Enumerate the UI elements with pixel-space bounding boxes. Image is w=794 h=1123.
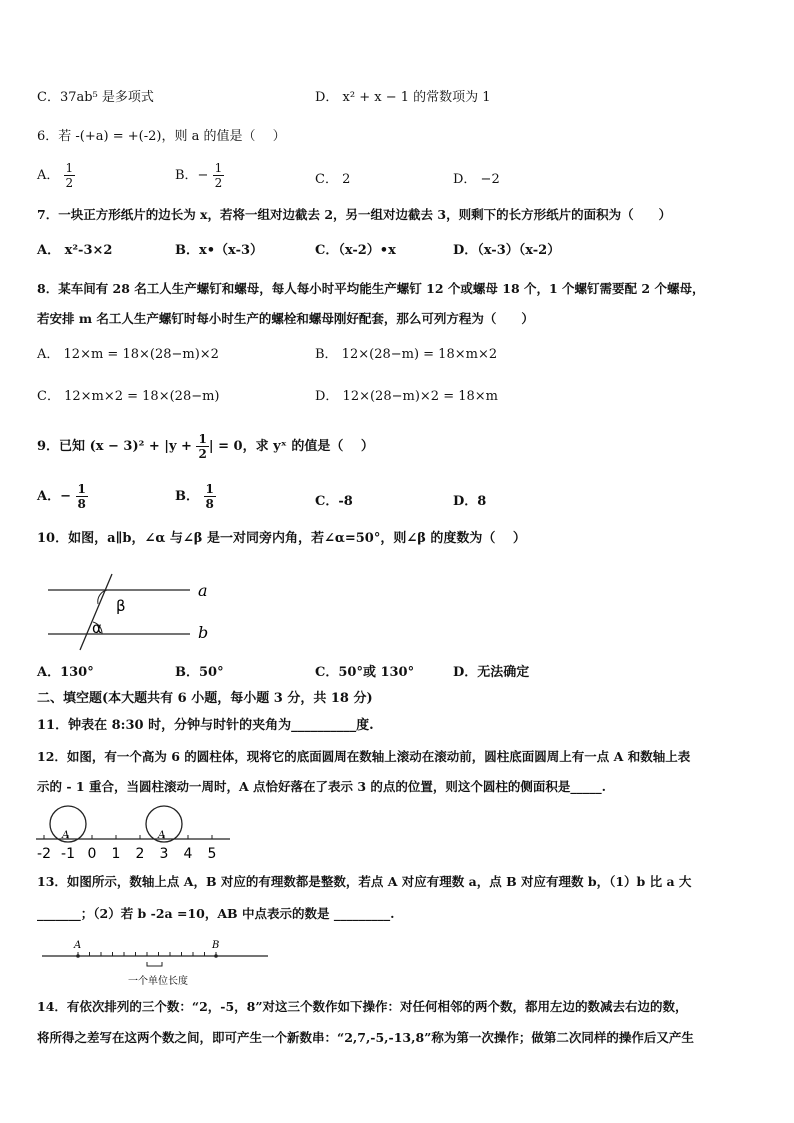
q6-option-b-prefix: B．−	[175, 168, 209, 183]
q6-option-b	[175, 161, 224, 190]
tick-label: 0	[87, 846, 97, 862]
q7-option-c: C．（x-2）•x	[315, 243, 396, 258]
unit-bracket	[147, 962, 162, 966]
q9-option-a-fraction	[76, 482, 88, 511]
q6-option-a-fraction	[64, 161, 76, 190]
q10-option-a: A．130°	[37, 665, 94, 680]
q6-option-a-prefix: A．	[37, 168, 60, 183]
q7-option-d: D．（x-3）（x-2）	[453, 243, 561, 258]
q9-stem-numerator: 1	[198, 432, 207, 446]
q6-option-b-fraction	[213, 161, 225, 190]
q5-option-c: C．37ab⁵ 是多项式	[37, 90, 154, 105]
unit-length-label: 一个单位长度	[128, 976, 188, 987]
label-point-a: A	[74, 940, 82, 951]
q12-stem-line1: 12．如图，有一个高为 6 的圆柱体，现将它的底面圆周在数轴上滚动在滚动前，圆柱底面圆周上有一点 A 和数轴上表	[37, 749, 691, 764]
q9-stem	[37, 432, 374, 461]
q10-stem: 10．如图，a∥b，∠α 与∠β 是一对同旁内角，若∠α=50°，则∠β 的度数为（ ）	[37, 531, 526, 546]
q7-option-a: A． x²-3×2	[37, 243, 113, 258]
tick-label: -2	[37, 846, 51, 862]
q10-parallel-lines-figure	[40, 572, 230, 652]
q9-option-b-prefix: B．	[175, 489, 199, 504]
q8-stem-line2: 若安排 m 名工人生产螺钉时每小时生产的螺栓和螺母刚好配套，那么可列方程为（ ）	[37, 311, 534, 326]
label-b: b	[198, 623, 209, 642]
tick-label: 5	[207, 846, 217, 862]
q13-stem-line2: _______；（2）若 b -2a =10，AB 中点表示的数是 _________.	[37, 906, 395, 921]
q9-option-a-denominator: 8	[77, 497, 86, 511]
q9-option-b	[175, 482, 216, 511]
q8-option-c: C． 12×m×2 = 18×(28−m)	[37, 389, 220, 404]
q9-option-d: D．8	[453, 494, 487, 509]
q7-option-b: B．x•（x-3）	[175, 243, 264, 258]
q9-stem-prefix: 9．已知 (x − 3)² + |y +	[37, 439, 197, 454]
q14-stem-line2: 将所得之差写在这两个数之间，即可产生一个新数串：“2,7,-5,-13,8”称为第一次操作；做第二次同样的操作后又产生	[37, 1030, 694, 1045]
q8-option-a: A． 12×m = 18×(28−m)×2	[37, 347, 219, 362]
point-a-label-after: A	[158, 830, 166, 841]
q6-option-b-denominator: 2	[214, 176, 223, 190]
q6-option-a-denominator: 2	[65, 176, 74, 190]
q10-option-d: D．无法确定	[453, 665, 530, 680]
label-beta: β	[116, 597, 126, 615]
q13-stem-line1: 13．如图所示，数轴上点 A，B 对应的有理数都是整数，若点 A 对应有理数 a，点 B 对应有理数 b，（1）b 比 a 大	[37, 874, 692, 889]
q14-stem-line1: 14．有依次排列的三个数：“2，-5，8”对这三个数作如下操作：对任何相邻的两个数，都用左边的数减去右边的数，	[37, 999, 688, 1014]
label-alpha: α	[92, 619, 102, 637]
q10-option-c: C．50°或 130°	[315, 665, 415, 680]
section-2-heading: 二、填空题(本大题共有 6 小题，每小题 3 分，共 18 分)	[37, 691, 373, 706]
q6-option-d: D． −2	[453, 172, 500, 187]
q5-option-d: D． x² + x − 1 的常数项为 1	[315, 90, 491, 105]
q9-option-a-numerator: 1	[77, 482, 86, 496]
q9-option-a	[37, 482, 88, 511]
q8-stem-line1: 8．某车间有 28 名工人生产螺钉和螺母，每人每小时平均能生产螺钉 12 个或螺母 18 个，1 个螺钉需要配 2 个螺母，	[37, 281, 705, 296]
label-point-b: B	[212, 940, 220, 951]
transversal-line	[80, 574, 112, 650]
q9-option-b-denominator: 8	[205, 497, 214, 511]
q7-stem: 7．一块正方形纸片的边长为 x，若将一组对边截去 2，另一组对边截去 3，则剩下的长方形纸片的面积为（ ）	[37, 207, 672, 222]
q6-option-c: C． 2	[315, 172, 351, 187]
q6-option-a-numerator: 1	[65, 161, 74, 175]
q11-stem: 11．钟表在 8:30 时，分钟与时针的夹角为__________度.	[37, 718, 374, 733]
tick-label: 3	[159, 846, 169, 862]
tick-label: 1	[111, 846, 121, 862]
tick-label: 4	[183, 846, 193, 862]
q6-stem: 6．若 -(+a) = +(-2)，则 a 的值是（ ）	[37, 129, 286, 144]
q8-option-d: D． 12×(28−m)×2 = 18×m	[315, 389, 498, 404]
q12-stem-line2: 示的 - 1 重合，当圆柱滚动一周时，A 点恰好落在了表示 3 的点的位置，则这个圆柱的侧面积是_____.	[37, 779, 606, 794]
tick-label: 2	[135, 846, 145, 862]
point-a-label-before: A	[62, 830, 70, 841]
q9-option-c: C．-8	[315, 494, 353, 509]
q9-stem-suffix: | = 0，求 yˣ 的值是（ ）	[208, 439, 374, 454]
label-a: a	[198, 581, 208, 600]
q13-number-line-figure	[40, 936, 280, 994]
q9-stem-fraction	[196, 432, 208, 461]
q9-option-a-prefix: A．−	[37, 489, 71, 504]
q6-option-a	[37, 161, 75, 190]
q9-stem-denominator: 2	[198, 447, 207, 461]
tick-label: -1	[61, 846, 75, 862]
q10-option-b: B．50°	[175, 665, 224, 680]
q9-option-b-fraction	[204, 482, 216, 511]
q12-number-line-figure	[34, 804, 234, 864]
q9-option-b-numerator: 1	[205, 482, 214, 496]
q8-option-b: B． 12×(28−m) = 18×m×2	[315, 347, 498, 362]
point-b	[214, 954, 218, 958]
point-a	[76, 954, 80, 958]
q6-option-b-numerator: 1	[214, 161, 223, 175]
